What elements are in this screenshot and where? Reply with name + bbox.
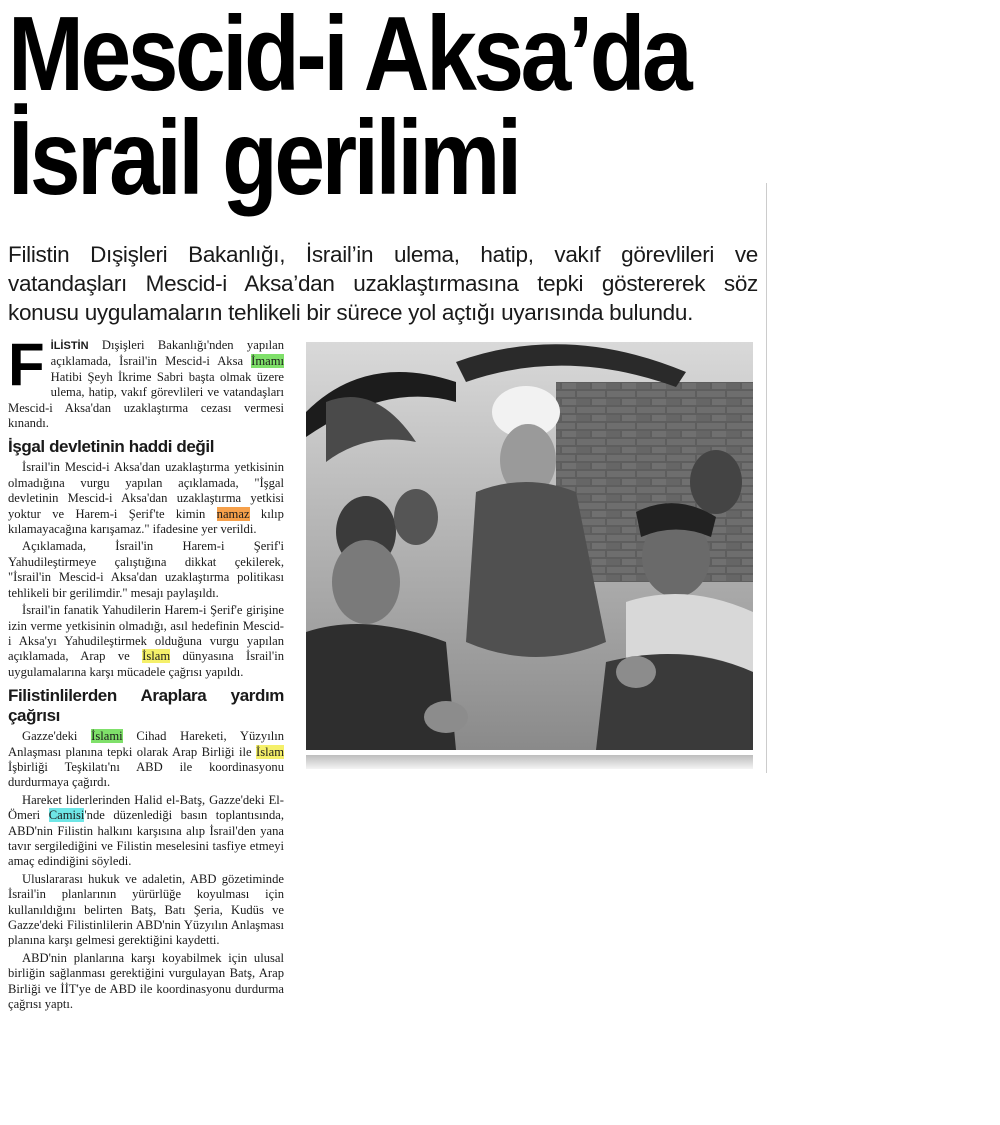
headline <box>8 0 690 217</box>
column-divider <box>766 183 767 773</box>
text-run: İsrail'in Mescid-i Aksa'dan uzaklaştırma yetkisinin olmadığına vurgu yapılan açıklamada, "İşgal devletinin Mescid-i Aksa'dan uzaklaştırma yetkisi yoktur ve Harem-i Şerif'te kimin <box>8 460 284 521</box>
text-run: Gazze'deki <box>22 729 92 744</box>
text-run: Hatibi Şeyh İkrime Sabri başta olmak üzere ulema, hatip, vakıf görevlileri ve vatandaşları Mescid-i Aksa'dan uzaklaştırma cezası vermesi kınandı. <box>8 369 284 431</box>
highlighted-term: namaz <box>216 506 250 521</box>
subheading-1: İşgal devletinin haddi değil <box>8 437 215 457</box>
run-in-word: İLİSTİN <box>50 340 89 352</box>
text-run: dünyasına İsrail'in uygulamalarına karşı mücadele çağrısı yapıldı. <box>8 649 284 679</box>
text-run: Dışişleri Bakanlığı'nden yapılan açıklamada, İsrail'in Mescid-i Aksa <box>50 338 284 369</box>
highlighted-term: İslam <box>142 649 171 664</box>
news-photo-icon <box>306 342 753 750</box>
highlighted-term: Camisi <box>48 808 85 823</box>
text-run: Hareket liderlerinden Halid el-Batş, Gazze'deki El-Ömeri <box>8 792 284 823</box>
article-paragraph-5 <box>8 729 284 791</box>
subheading-2: Filistinlilerden Araplara yardım çağrısı <box>8 686 284 726</box>
article-column <box>8 331 284 1014</box>
article-paragraph-8: ABD'nin planlarına karşı koyabilmek için ulusal birliğin sağlanması gerektiğini vurgulayan Batş, Arap Birliği ve İİT'ye de ABD ile koordinasyonu durdurma çağrısı yaptı. <box>8 950 284 1012</box>
highlighted-term: İslam <box>256 744 284 759</box>
text-run: kılıp kılamayacağına karışamaz." ifadesine yer verildi. <box>8 506 284 537</box>
dropcap: F <box>8 331 45 398</box>
article-paragraph-4 <box>8 603 284 680</box>
article-paragraph-7: Uluslararası hukuk ve adaletin, ABD gözetiminde İsrail'in planlarının yürürlüğe koyulması için kullanıldığını belirten Batş, Batı Şeria, Kudüs ve Gazze'deki Filistinlilerin ABD'nin Yüzyılın Anlaşması planına karşı gelmesi gerektiğini kaydetti. <box>8 871 284 948</box>
news-photo <box>306 342 753 750</box>
text-run: 'nde düzenlediği basın toplantısında, ABD'nin Filistin halkını karşısına alıp İsrail'den yana tavır sergilediğini ve Filistin meselesini tasfiye etmeyi amaç edindiğini söyledi. <box>8 808 284 869</box>
article-paragraph-6 <box>8 793 284 870</box>
article-paragraph-1 <box>8 331 284 431</box>
lead-paragraph: Filistin Dışişleri Bakanlığı, İsrail’in ulema, hatip, vakıf görevlileri ve vatandaşları Mescid-i Aksa’dan uzaklaştırmasına tepki göstererek söz konusu uygulamaların tehlikeli bir sürece yol açtığı uyarısında bulundu. <box>8 242 758 325</box>
article-paragraph-3: Açıklamada, İsrail'in Harem-i Şerif'i Yahudileştirmeye çalıştığına dikkat çekilerek, "İsrail'in Mescid-i Aksa'dan uzaklaştırma politikası tehlikeli bir gerilimdir." mesajı paylaşıldı. <box>8 539 284 600</box>
highlighted-term: İslami <box>91 729 123 744</box>
photo-shadow <box>306 755 753 769</box>
text-run: Cihad Hareketi, Yüzyılın Anlaşması planına tepki olarak Arap Birliği ile <box>8 729 284 759</box>
text-run: İşbirliği Teşkilatı'nı ABD ile koordinasyonu durdurmaya çağırdı. <box>8 759 284 790</box>
headline-line-2: İsrail gerilimi <box>8 99 519 217</box>
text-run: İsrail'in fanatik Yahudilerin Harem-i Şerif'e girişine izin verme yetkisinin olmadığı, asıl hedefinin Mescid-i Aksa'yı Yahudileştirmek olduğuna vurgu yapılan açıklamada, Arap ve <box>8 603 284 664</box>
highlighted-term: İmamı <box>251 354 284 369</box>
article-paragraph-2 <box>8 460 284 537</box>
headline-line-1: Mescid-i Aksa’da <box>8 0 690 113</box>
